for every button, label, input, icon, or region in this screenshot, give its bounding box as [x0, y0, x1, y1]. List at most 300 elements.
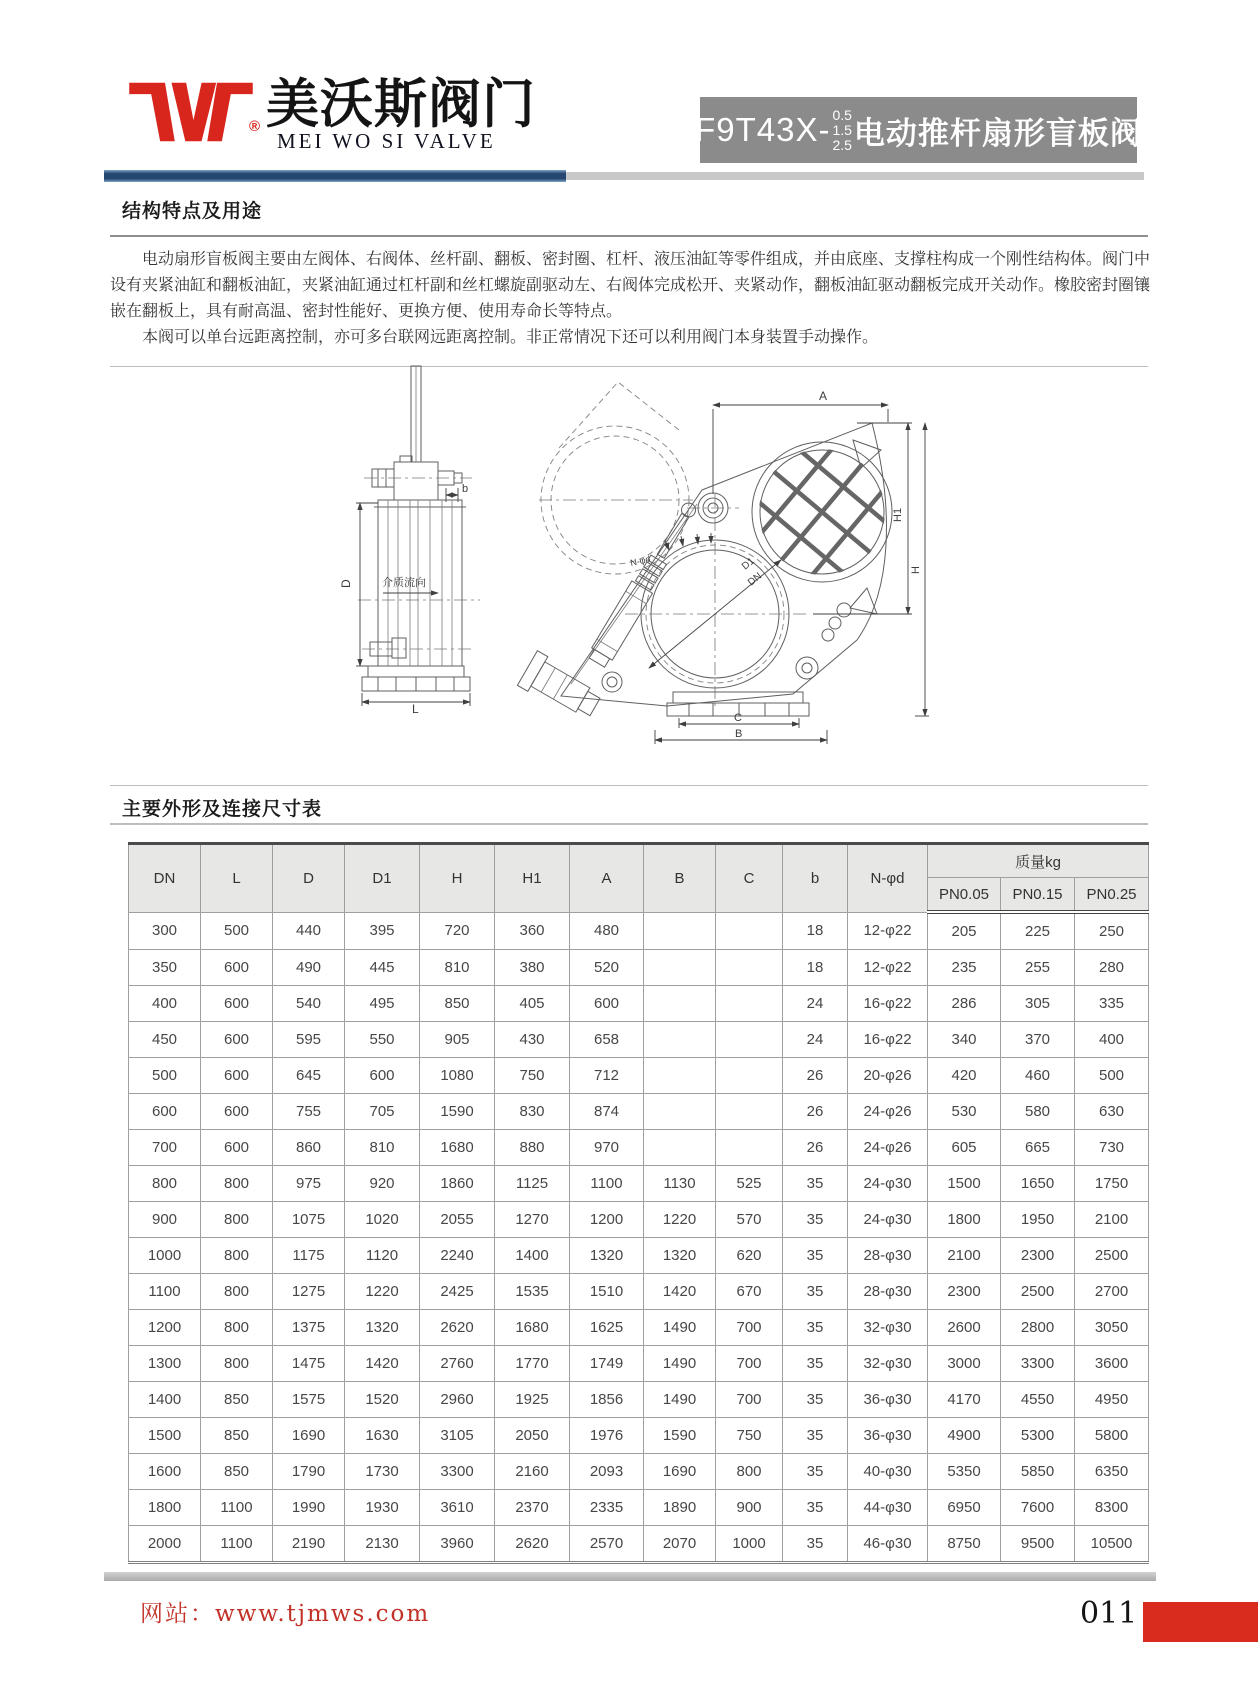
col-header: PN0.05 [928, 878, 1001, 913]
table-cell: 580 [1001, 1094, 1075, 1130]
table-cell: 975 [273, 1166, 345, 1202]
table-row [129, 1238, 1149, 1274]
col-header: N-φd [848, 844, 928, 913]
table-cell: 2335 [570, 1490, 644, 1526]
table-cell: 5800 [1075, 1418, 1149, 1454]
product-model: F9T43X- [695, 111, 831, 148]
table-cell: 1590 [420, 1094, 495, 1130]
table-cell: 28-φ30 [848, 1274, 928, 1310]
table-cell: 450 [129, 1022, 201, 1058]
table-row [129, 1454, 1149, 1490]
table-row [129, 1346, 1149, 1382]
valve-front-view-drawing [497, 362, 949, 762]
table-cell [644, 986, 716, 1022]
table-cell: 35 [783, 1274, 848, 1310]
table-cell [716, 986, 783, 1022]
table-cell: 40-φ30 [848, 1454, 928, 1490]
col-header: D [273, 844, 345, 913]
table-cell: 3960 [420, 1526, 495, 1563]
table-cell: 44-φ30 [848, 1490, 928, 1526]
table-cell: 800 [201, 1274, 273, 1310]
table-cell: 1490 [644, 1310, 716, 1346]
table-cell: 35 [783, 1526, 848, 1563]
table-cell: 480 [570, 912, 644, 950]
table-cell: 4900 [928, 1418, 1001, 1454]
table-cell: 1000 [129, 1238, 201, 1274]
company-name-cn: 美沃斯阀门 [266, 73, 536, 135]
table-cell: 335 [1075, 986, 1149, 1022]
table-cell: 430 [495, 1022, 570, 1058]
table-cell: 26 [783, 1130, 848, 1166]
table-cell: 12-φ22 [848, 950, 928, 986]
table-cell: 850 [201, 1418, 273, 1454]
table-cell: 500 [1075, 1058, 1149, 1094]
table-cell: 905 [420, 1022, 495, 1058]
dim-label-D1: D1 [739, 555, 757, 573]
table-cell: 2055 [420, 1202, 495, 1238]
dim-label-C: C [734, 712, 742, 724]
table-cell [644, 1094, 716, 1130]
table-cell: 225 [1001, 912, 1075, 950]
table-cell: 380 [495, 950, 570, 986]
col-header: DN [129, 844, 201, 913]
table-cell: 8750 [928, 1526, 1001, 1563]
dim-label-A: A [819, 389, 828, 403]
table-cell: 620 [716, 1238, 783, 1274]
table-cell: 3600 [1075, 1346, 1149, 1382]
pressure-rating: 0.5 [832, 106, 852, 123]
table-cell: 600 [570, 986, 644, 1022]
table-cell [716, 1130, 783, 1166]
table-cell: 2620 [420, 1310, 495, 1346]
website-link[interactable]: 网站：www.tjmws.com [140, 1601, 431, 1627]
table-cell: 1990 [273, 1490, 345, 1526]
section-heading-dimensions: 主要外形及连接尺寸表 [122, 799, 323, 820]
table-cell: 570 [716, 1202, 783, 1238]
table-cell: 205 [928, 912, 1001, 950]
table-row [129, 1202, 1149, 1238]
registered-mark: ® [249, 118, 261, 135]
table-cell: 800 [201, 1310, 273, 1346]
table-cell: 20-φ26 [848, 1058, 928, 1094]
table-cell: 3300 [1001, 1346, 1075, 1382]
table-row [129, 1166, 1149, 1202]
table-cell: 1000 [716, 1526, 783, 1563]
table-cell: 360 [495, 912, 570, 950]
table-cell: 1976 [570, 1418, 644, 1454]
table-cell: 810 [345, 1130, 420, 1166]
table-cell: 3050 [1075, 1310, 1149, 1346]
col-header: A [570, 844, 644, 913]
table-row [129, 1058, 1149, 1094]
table-cell: 35 [783, 1310, 848, 1346]
table-cell: 24-φ30 [848, 1202, 928, 1238]
table-cell: 1730 [345, 1454, 420, 1490]
dimension-table [128, 842, 1148, 1564]
pressure-rating: 1.5 [832, 121, 852, 138]
table-cell: 645 [273, 1058, 345, 1094]
table-cell: 1100 [570, 1166, 644, 1202]
table-cell: 1125 [495, 1166, 570, 1202]
col-header: PN0.25 [1075, 878, 1149, 913]
table-cell: 2000 [129, 1526, 201, 1563]
table-cell: 26 [783, 1058, 848, 1094]
table-cell: 24 [783, 986, 848, 1022]
table-cell: 3300 [420, 1454, 495, 1490]
table-cell: 440 [273, 912, 345, 950]
table-cell: 730 [1075, 1130, 1149, 1166]
table-cell: 1800 [928, 1202, 1001, 1238]
dim-label-b: b [462, 483, 469, 495]
table-cell: 1100 [201, 1526, 273, 1563]
table-cell: 600 [201, 1022, 273, 1058]
table-cell: 10500 [1075, 1526, 1149, 1563]
table-cell: 1625 [570, 1310, 644, 1346]
table-cell: 1690 [644, 1454, 716, 1490]
heading-rule [110, 235, 1148, 237]
table-cell [716, 1022, 783, 1058]
page-corner-marker [1143, 1602, 1258, 1642]
table-cell: 1510 [570, 1274, 644, 1310]
table-cell: 18 [783, 950, 848, 986]
table-row [129, 1022, 1149, 1058]
table-cell: 2240 [420, 1238, 495, 1274]
table-cell: 600 [129, 1094, 201, 1130]
table-cell: 400 [1075, 1022, 1149, 1058]
dim-label-L: L [412, 702, 419, 714]
table-cell: 900 [716, 1490, 783, 1526]
table-cell [644, 950, 716, 986]
table-cell: 2100 [928, 1238, 1001, 1274]
table-cell: 850 [201, 1454, 273, 1490]
table-cell: 712 [570, 1058, 644, 1094]
table-cell: 700 [129, 1130, 201, 1166]
section-heading-features: 结构特点及用途 [122, 201, 263, 222]
table-cell: 35 [783, 1418, 848, 1454]
table-cell: 600 [201, 986, 273, 1022]
col-header: B [644, 844, 716, 913]
table-cell: 1270 [495, 1202, 570, 1238]
table-cell: 1750 [1075, 1166, 1149, 1202]
feature-paragraphs [110, 247, 1150, 351]
table-cell: 880 [495, 1130, 570, 1166]
table-cell: 35 [783, 1346, 848, 1382]
table-cell: 1100 [201, 1490, 273, 1526]
table-cell: 2960 [420, 1382, 495, 1418]
table-cell: 970 [570, 1130, 644, 1166]
table-cell: 1650 [1001, 1166, 1075, 1202]
table-cell: 700 [716, 1310, 783, 1346]
table-cell: 665 [1001, 1130, 1075, 1166]
table-cell: 920 [345, 1166, 420, 1202]
dim-label-H: H [910, 566, 922, 574]
table-cell: 2100 [1075, 1202, 1149, 1238]
table-cell: 46-φ30 [848, 1526, 928, 1563]
table-cell [644, 1022, 716, 1058]
table-cell: 2370 [495, 1490, 570, 1526]
table-cell: 800 [716, 1454, 783, 1490]
table-cell: 1080 [420, 1058, 495, 1094]
col-header: L [201, 844, 273, 913]
dim-label-B: B [735, 728, 743, 740]
table-cell: 1535 [495, 1274, 570, 1310]
table-row [129, 1094, 1149, 1130]
table-cell: 3610 [420, 1490, 495, 1526]
table-cell: 670 [716, 1274, 783, 1310]
table-cell: 370 [1001, 1022, 1075, 1058]
company-name-en: MEI WO SI VALVE [277, 129, 496, 153]
table-row [129, 1310, 1149, 1346]
table-row [129, 1382, 1149, 1418]
table-cell: 1790 [273, 1454, 345, 1490]
table-cell: 6950 [928, 1490, 1001, 1526]
table-cell: 1275 [273, 1274, 345, 1310]
table-cell [716, 1094, 783, 1130]
table-cell: 350 [129, 950, 201, 986]
table-cell [716, 950, 783, 986]
table-row [129, 1490, 1149, 1526]
table-cell: 16-φ22 [848, 1022, 928, 1058]
table-cell: 2600 [928, 1310, 1001, 1346]
col-header-weight-group: 质量kg [928, 844, 1149, 878]
flow-direction-label: 介质流向 [382, 577, 426, 589]
table-cell: 1320 [570, 1238, 644, 1274]
table-cell: 490 [273, 950, 345, 986]
table-cell: 35 [783, 1166, 848, 1202]
table-cell: 520 [570, 950, 644, 986]
table-cell: 700 [716, 1382, 783, 1418]
table-cell: 1200 [570, 1202, 644, 1238]
table-header [129, 844, 1149, 913]
table-cell: 720 [420, 912, 495, 950]
table-cell: 445 [345, 950, 420, 986]
table-cell: 750 [495, 1058, 570, 1094]
table-cell: 1690 [273, 1418, 345, 1454]
table-cell: 1860 [420, 1166, 495, 1202]
table-cell: 4550 [1001, 1382, 1075, 1418]
table-cell: 1600 [129, 1454, 201, 1490]
table-cell: 460 [1001, 1058, 1075, 1094]
table-cell: 750 [716, 1418, 783, 1454]
bolt-spec-label: N-φd [629, 553, 652, 568]
table-cell: 24 [783, 1022, 848, 1058]
table-cell: 28-φ30 [848, 1238, 928, 1274]
table-cell: 1500 [129, 1418, 201, 1454]
pressure-rating: 2.5 [832, 136, 852, 153]
paragraph: 电动扇形盲板阀主要由左阀体、右阀体、丝杆副、翻板、密封圈、杠杆、液压油缸等零件组成，并由底座、支撑柱构成一个刚性结构体。阀门中设有夹紧油缸和翻板油缸，夹紧油缸通过杠杆副和丝杠螺旋副驱动左、右阀体完成松开、夹紧动作，翻板油缸驱动翻板完成开关动作。橡胶密封圈镶嵌在翻板上，具有耐高温、密封性能好、更换方便、使用寿命长等特点。 [110, 251, 1151, 320]
table-cell: 3000 [928, 1346, 1001, 1382]
pressure-ratings [832, 108, 851, 153]
table-cell [716, 912, 783, 950]
col-header: H1 [495, 844, 570, 913]
page-number: 011 [1080, 1596, 1138, 1631]
table-cell: 850 [201, 1382, 273, 1418]
table-cell: 5350 [928, 1454, 1001, 1490]
table-cell: 1400 [495, 1238, 570, 1274]
table-cell: 395 [345, 912, 420, 950]
table-cell: 1475 [273, 1346, 345, 1382]
table-cell: 32-φ30 [848, 1346, 928, 1382]
table-cell: 1130 [644, 1166, 716, 1202]
table-cell: 600 [201, 1094, 273, 1130]
table-cell: 7600 [1001, 1490, 1075, 1526]
col-header: H [420, 844, 495, 913]
table-cell: 2160 [495, 1454, 570, 1490]
table-row [129, 1130, 1149, 1166]
table-cell: 1420 [644, 1274, 716, 1310]
table-cell: 1749 [570, 1346, 644, 1382]
product-name: 电动推杆扇形盲板阀 [853, 115, 1142, 151]
table-row [129, 912, 1149, 950]
table-cell: 2050 [495, 1418, 570, 1454]
table-cell: 250 [1075, 912, 1149, 950]
table-cell [644, 912, 716, 950]
table-cell: 1680 [420, 1130, 495, 1166]
table-cell: 1020 [345, 1202, 420, 1238]
table-cell [644, 1058, 716, 1094]
table-row [129, 1274, 1149, 1310]
table-cell: 550 [345, 1022, 420, 1058]
col-header: C [716, 844, 783, 913]
table-cell: 1220 [644, 1202, 716, 1238]
dimension-table-body [129, 912, 1149, 1563]
table-cell: 600 [201, 1130, 273, 1166]
table-cell: 800 [201, 1238, 273, 1274]
table-cell: 1320 [644, 1238, 716, 1274]
table-cell: 800 [201, 1166, 273, 1202]
table-cell: 850 [420, 986, 495, 1022]
table-cell: 24-φ26 [848, 1094, 928, 1130]
table-cell: 35 [783, 1382, 848, 1418]
table-cell: 595 [273, 1022, 345, 1058]
table-cell: 1400 [129, 1382, 201, 1418]
table-cell: 2800 [1001, 1310, 1075, 1346]
table-row [129, 1418, 1149, 1454]
table-cell: 9500 [1001, 1526, 1075, 1563]
table-cell: 5300 [1001, 1418, 1075, 1454]
table-cell: 830 [495, 1094, 570, 1130]
table-cell [716, 1058, 783, 1094]
table-cell: 500 [129, 1058, 201, 1094]
table-cell: 35 [783, 1202, 848, 1238]
table-cell: 340 [928, 1022, 1001, 1058]
table-cell: 500 [201, 912, 273, 950]
table-cell: 24-φ26 [848, 1130, 928, 1166]
valve-side-view-drawing [338, 362, 494, 714]
table-cell: 1520 [345, 1382, 420, 1418]
table-cell: 1890 [644, 1490, 716, 1526]
table-cell: 35 [783, 1490, 848, 1526]
table-cell: 1770 [495, 1346, 570, 1382]
table-cell: 26 [783, 1094, 848, 1130]
table-cell: 860 [273, 1130, 345, 1166]
product-title-bar [695, 97, 1142, 163]
table-cell: 255 [1001, 950, 1075, 986]
header-divider-blue [104, 170, 566, 182]
table-cell: 530 [928, 1094, 1001, 1130]
table-cell: 1630 [345, 1418, 420, 1454]
table-cell: 6350 [1075, 1454, 1149, 1490]
table-cell: 1120 [345, 1238, 420, 1274]
table-cell: 755 [273, 1094, 345, 1130]
table-cell: 1220 [345, 1274, 420, 1310]
table-cell: 605 [928, 1130, 1001, 1166]
dim-label-D: D [339, 579, 353, 588]
table-cell: 800 [201, 1346, 273, 1382]
table-cell: 1490 [644, 1382, 716, 1418]
col-header: b [783, 844, 848, 913]
table-cell: 2700 [1075, 1274, 1149, 1310]
dim-label-H1: H1 [892, 507, 904, 522]
table-cell [644, 1130, 716, 1166]
table-cell: 2300 [1001, 1238, 1075, 1274]
col-header: D1 [345, 844, 420, 913]
table-cell: 1100 [129, 1274, 201, 1310]
table-cell: 600 [201, 1058, 273, 1094]
table-cell: 630 [1075, 1094, 1149, 1130]
table-cell: 32-φ30 [848, 1310, 928, 1346]
table-cell: 405 [495, 986, 570, 1022]
table-cell: 1320 [345, 1310, 420, 1346]
header-divider-gray [566, 172, 1144, 180]
divider-rule [110, 785, 1148, 786]
table-cell: 600 [345, 1058, 420, 1094]
table-cell: 1856 [570, 1382, 644, 1418]
heading-rule [110, 823, 1148, 825]
table-cell: 5850 [1001, 1454, 1075, 1490]
table-cell: 4950 [1075, 1382, 1149, 1418]
table-cell: 1500 [928, 1166, 1001, 1202]
table-cell: 1680 [495, 1310, 570, 1346]
table-cell: 305 [1001, 986, 1075, 1022]
table-cell: 495 [345, 986, 420, 1022]
table-cell: 1200 [129, 1310, 201, 1346]
table-cell: 300 [129, 912, 201, 950]
table-cell: 16-φ22 [848, 986, 928, 1022]
table-cell: 2425 [420, 1274, 495, 1310]
table-cell: 1800 [129, 1490, 201, 1526]
table-cell: 2500 [1001, 1274, 1075, 1310]
table-cell: 900 [129, 1202, 201, 1238]
table-cell: 1375 [273, 1310, 345, 1346]
table-cell: 286 [928, 986, 1001, 1022]
table-cell: 525 [716, 1166, 783, 1202]
table-cell: 35 [783, 1238, 848, 1274]
table-cell: 540 [273, 986, 345, 1022]
table-cell: 24-φ30 [848, 1166, 928, 1202]
table-cell: 810 [420, 950, 495, 986]
table-cell: 800 [129, 1166, 201, 1202]
table-cell: 1925 [495, 1382, 570, 1418]
table-cell: 1490 [644, 1346, 716, 1382]
dim-label-DN: DN [745, 570, 765, 589]
table-row [129, 1526, 1149, 1563]
table-cell: 36-φ30 [848, 1418, 928, 1454]
paragraph: 本阀可以单台远距离控制，亦可多台联网远距离控制。非正常情况下还可以利用阀门本身装置手动操作。 [142, 329, 879, 346]
company-logo-icon [126, 76, 256, 148]
table-cell: 1950 [1001, 1202, 1075, 1238]
table-cell: 400 [129, 986, 201, 1022]
table-cell: 35 [783, 1454, 848, 1490]
table-cell: 280 [1075, 950, 1149, 986]
table-cell: 2190 [273, 1526, 345, 1563]
table-cell: 1420 [345, 1346, 420, 1382]
table-cell: 12-φ22 [848, 912, 928, 950]
table-cell: 700 [716, 1346, 783, 1382]
table-cell: 2130 [345, 1526, 420, 1563]
table-cell: 1590 [644, 1418, 716, 1454]
table-cell: 36-φ30 [848, 1382, 928, 1418]
